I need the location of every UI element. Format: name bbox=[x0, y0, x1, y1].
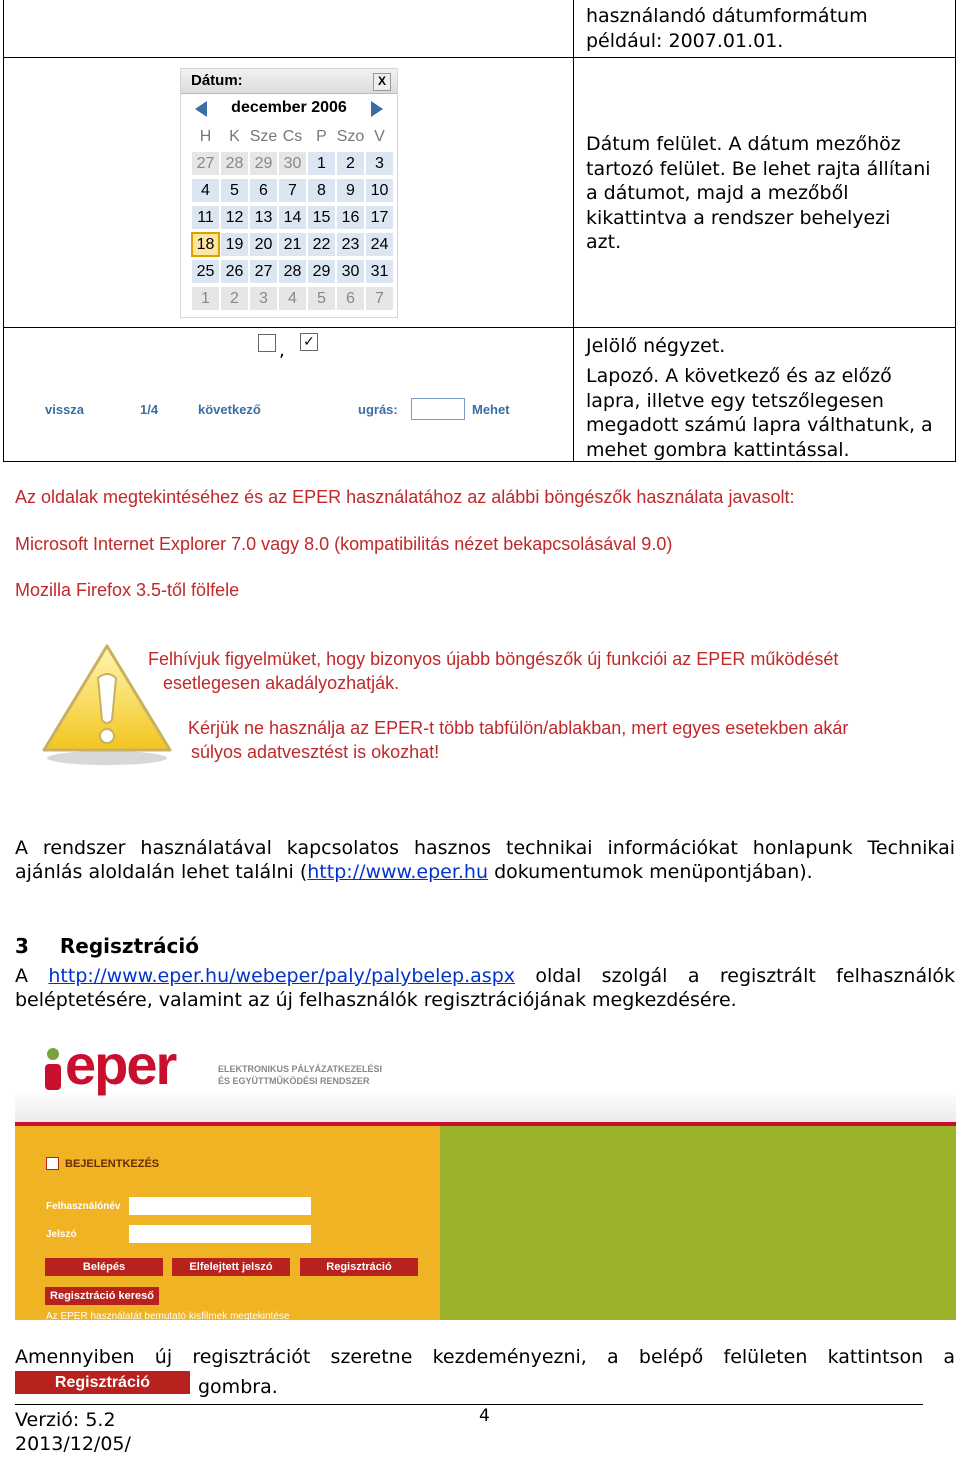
pager-jump-input[interactable] bbox=[411, 398, 465, 420]
calendar-day[interactable]: 9 bbox=[337, 179, 364, 202]
pager-go-button[interactable]: Mehet bbox=[472, 402, 510, 417]
calendar-day[interactable]: 24 bbox=[366, 233, 393, 256]
weekday-label: K bbox=[229, 128, 240, 145]
calendar-day[interactable]: 14 bbox=[279, 206, 306, 229]
info-line-2-end: dokumentumok menüpontjában). bbox=[488, 861, 813, 883]
warning-line-2a: Kérjük ne használja az EPER-t több tabfülön/ablakban, mert egyes esetekben akár bbox=[188, 718, 849, 738]
page-number: 4 bbox=[479, 1406, 490, 1426]
calendar-day[interactable]: 19 bbox=[221, 233, 248, 256]
password-input[interactable] bbox=[129, 1225, 311, 1243]
eper-logo-dot bbox=[47, 1048, 59, 1060]
calendar-day[interactable]: 8 bbox=[308, 179, 335, 202]
calendar-day[interactable]: 25 bbox=[192, 260, 219, 283]
pager-page-indicator: 1/4 bbox=[140, 402, 159, 417]
warning-line-2b: súlyos adatvesztést is okozhat! bbox=[191, 742, 440, 762]
browser-ie: Microsoft Internet Explorer 7.0 vagy 8.0 (kompatibilitás nézet bekapcsolásával 9.0) bbox=[15, 534, 673, 554]
calendar-day[interactable]: 29 bbox=[308, 260, 335, 283]
calendar-day[interactable]: 4 bbox=[192, 179, 219, 202]
close-icon[interactable]: X bbox=[373, 73, 391, 91]
palybelep-link[interactable]: http://www.eper.hu/webeper/paly/palybelep.aspx bbox=[48, 965, 516, 987]
login-title: BEJELENTKEZÉS bbox=[65, 1158, 160, 1170]
next-month-icon[interactable] bbox=[371, 101, 383, 117]
username-input[interactable] bbox=[129, 1197, 311, 1215]
date-picker-title: Dátum: bbox=[191, 72, 243, 89]
month-label: december 2006 bbox=[231, 99, 347, 116]
section-title: Regisztráció bbox=[59, 934, 199, 958]
calendar-grid bbox=[191, 123, 394, 312]
calendar-day[interactable]: 20 bbox=[250, 233, 277, 256]
closing-line-1: Amennyiben új regisztrációt szeretne kezdeményezni, a belépő felületen kattintson a bbox=[15, 1346, 955, 1368]
calendar-day[interactable]: 5 bbox=[221, 179, 248, 202]
film-link-text[interactable]: Az EPER használatát bemutató kisfilmek megtekintése bbox=[46, 1311, 290, 1320]
calendar-day[interactable]: 11 bbox=[192, 206, 219, 229]
section-number: 3 bbox=[15, 934, 29, 958]
calendar-day[interactable]: 3 bbox=[250, 287, 277, 310]
section-line-1-start: A bbox=[15, 965, 49, 987]
calendar-day[interactable]: 6 bbox=[250, 179, 277, 202]
closing-register-button: Regisztráció bbox=[15, 1371, 190, 1394]
eper-right-panel bbox=[440, 1126, 956, 1320]
forgot-password-button[interactable]: Elfelejtett jelszó bbox=[172, 1258, 290, 1276]
pager-description: Lapozó. A következő és az előző lapra, illetve egy tetszőlegesen megadott számú lapra válthatunk, a mehet gombra kattintással. bbox=[586, 365, 933, 461]
footer-version: Verzió: 5.2 bbox=[15, 1409, 116, 1431]
warning-line-1a: Felhívjuk figyelmüket, hogy bizonyos újabb böngészők új funkciói az EPER működését bbox=[148, 649, 839, 669]
calendar-day[interactable]: 7 bbox=[279, 179, 306, 202]
checkbox-separator: , bbox=[279, 340, 285, 361]
eper-tagline-1: ELEKTRONIKUS PÁLYÁZATKEZELÉSI bbox=[218, 1064, 383, 1074]
calendar-day[interactable]: 6 bbox=[337, 287, 364, 310]
weekday-label: Szo bbox=[336, 128, 365, 145]
eper-logo: eper bbox=[65, 1033, 176, 1096]
calendar-day[interactable]: 1 bbox=[308, 152, 335, 175]
info-line-2 bbox=[15, 861, 813, 883]
calendar-day[interactable]: 2 bbox=[221, 287, 248, 310]
calendar-day[interactable]: 12 bbox=[221, 206, 248, 229]
date-picker-description: Dátum felület. A dátum mezőhöz tartozó felület. Be lehet rajta állítani a dátumot, majd a mezőből kikattintva a rendszer behelyezi azt. bbox=[586, 133, 931, 253]
username-label: Felhasználónév bbox=[46, 1201, 121, 1212]
date-picker[interactable] bbox=[180, 68, 398, 318]
calendar-day[interactable]: 29 bbox=[250, 152, 277, 175]
calendar-day[interactable]: 18 bbox=[191, 232, 220, 257]
calendar-day[interactable]: 7 bbox=[366, 287, 393, 310]
eper-logo-bar bbox=[45, 1064, 61, 1090]
calendar-day[interactable]: 27 bbox=[250, 260, 277, 283]
section-line-1-end: oldal szolgál a regisztrált felhasználók bbox=[515, 965, 955, 987]
calendar-day[interactable]: 27 bbox=[192, 152, 219, 175]
weekday-label: Sze bbox=[249, 128, 278, 145]
section-line-1 bbox=[15, 965, 955, 987]
calendar-day[interactable]: 13 bbox=[250, 206, 277, 229]
registration-search-button[interactable]: Regisztráció kereső bbox=[45, 1287, 159, 1305]
browser-firefox: Mozilla Firefox 3.5-től fölfele bbox=[15, 580, 240, 600]
info-line-1: A rendszer használatával kapcsolatos hasznos technikai információkat honlapunk Technikai bbox=[15, 837, 955, 859]
weekday-label: Cs bbox=[282, 128, 303, 145]
calendar-day[interactable]: 30 bbox=[337, 260, 364, 283]
login-button[interactable]: Belépés bbox=[45, 1258, 163, 1276]
weekday-label: P bbox=[316, 128, 327, 145]
film-link[interactable] bbox=[40, 1310, 440, 1320]
calendar-day[interactable]: 4 bbox=[279, 287, 306, 310]
browser-intro: Az oldalak megtekintéséhez és az EPER használatához az alábbi böngészők használata javasolt: bbox=[15, 487, 795, 507]
eper-header bbox=[15, 1033, 956, 1126]
date-format-text: használandó dátumformátum például: 2007.01.01. bbox=[586, 5, 868, 52]
calendar-day[interactable]: 30 bbox=[279, 152, 306, 175]
checkbox-checked[interactable]: ✓ bbox=[300, 333, 318, 351]
calendar-day[interactable]: 22 bbox=[308, 233, 335, 256]
warning-line-1b: esetlegesen akadályozhatják. bbox=[163, 673, 400, 693]
calendar-day[interactable]: 5 bbox=[308, 287, 335, 310]
weekday-label: V bbox=[374, 128, 385, 145]
footer-rule bbox=[15, 1404, 923, 1405]
calendar-day[interactable]: 3 bbox=[366, 152, 393, 175]
pager-jump-label: ugrás: bbox=[358, 402, 398, 417]
section-line-2: beléptetésére, valamint az új felhasználók regisztrációjának megkezdésére. bbox=[15, 989, 737, 1011]
calendar-day[interactable]: 31 bbox=[366, 260, 393, 283]
calendar-day[interactable]: 15 bbox=[308, 206, 335, 229]
lock-icon bbox=[46, 1157, 59, 1170]
calendar-day[interactable]: 28 bbox=[279, 260, 306, 283]
calendar-day[interactable]: 17 bbox=[366, 206, 393, 229]
pager-back-link[interactable]: vissza bbox=[45, 402, 85, 417]
password-label: Jelszó bbox=[46, 1229, 77, 1240]
section-heading bbox=[15, 934, 199, 958]
closing-line-2: gombra. bbox=[198, 1376, 278, 1398]
calendar-day[interactable]: 21 bbox=[279, 233, 306, 256]
calendar-day[interactable]: 16 bbox=[337, 206, 364, 229]
weekday-label: H bbox=[199, 128, 212, 145]
checkbox-description: Jelölő négyzet. bbox=[586, 335, 726, 357]
eper-home-link[interactable]: http://www.eper.hu bbox=[307, 861, 489, 883]
calendar-day[interactable]: 1 bbox=[192, 287, 219, 310]
calendar-day[interactable]: 26 bbox=[221, 260, 248, 283]
calendar-day[interactable]: 10 bbox=[366, 179, 393, 202]
calendar-day[interactable]: 23 bbox=[337, 233, 364, 256]
register-button[interactable]: Regisztráció bbox=[300, 1258, 418, 1276]
eper-tagline-2: ÉS EGYÜTTMŰKÖDÉSI RENDSZER bbox=[218, 1076, 370, 1086]
calendar-day[interactable]: 28 bbox=[221, 152, 248, 175]
calendar-day[interactable]: 2 bbox=[337, 152, 364, 175]
checkbox-unchecked[interactable] bbox=[258, 334, 276, 352]
footer-date: 2013/12/05/ bbox=[15, 1433, 131, 1455]
pager-next-link[interactable]: következő bbox=[198, 402, 261, 417]
info-line-2-text: ajánlás aloldalán lehet találni ( bbox=[15, 861, 308, 883]
